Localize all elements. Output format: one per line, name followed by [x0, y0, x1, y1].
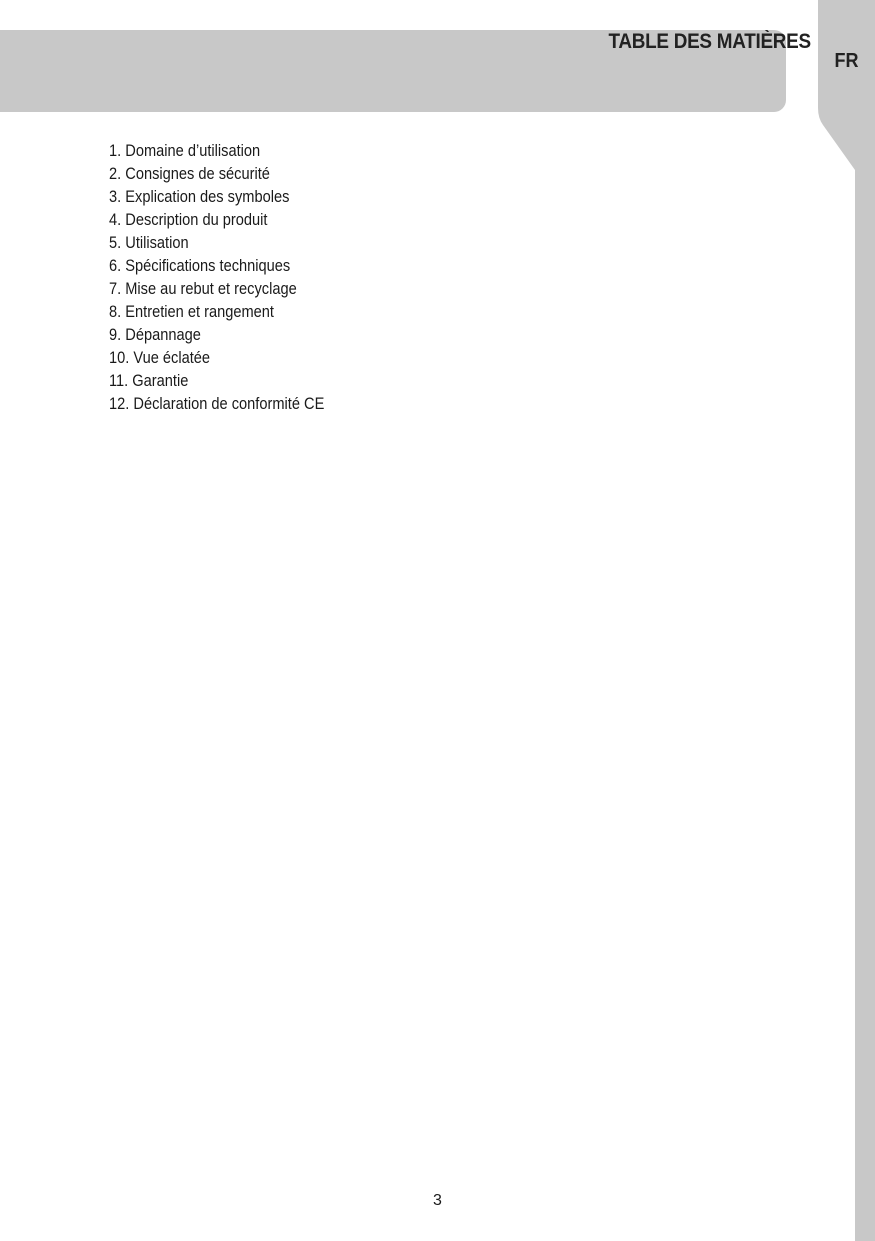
toc-item: 11. Garantie — [109, 371, 189, 390]
toc-item: 12. Déclaration de conformité CE — [109, 394, 325, 413]
page-number: 3 — [433, 1192, 442, 1209]
table-of-contents — [109, 139, 359, 415]
toc-item: 10. Vue éclatée — [109, 348, 211, 367]
toc-item: 6. Spécifications techniques — [109, 256, 291, 275]
toc-item: 1. Domaine d’utilisation — [109, 141, 261, 160]
language-side-tab — [818, 0, 875, 1241]
language-label: FR — [834, 50, 859, 72]
toc-item: 4. Description du produit — [109, 210, 268, 229]
toc-item: 9. Dépannage — [109, 325, 201, 344]
page-title: TABLE DES MATIÈRES — [608, 30, 811, 53]
toc-item: 2. Consignes de sécurité — [109, 164, 270, 183]
toc-item: 3. Explication des symboles — [109, 187, 290, 206]
toc-item: 7. Mise au rebut et recyclage — [109, 279, 297, 298]
toc-item: 8. Entretien et rangement — [109, 302, 274, 321]
toc-item: 5. Utilisation — [109, 233, 189, 252]
